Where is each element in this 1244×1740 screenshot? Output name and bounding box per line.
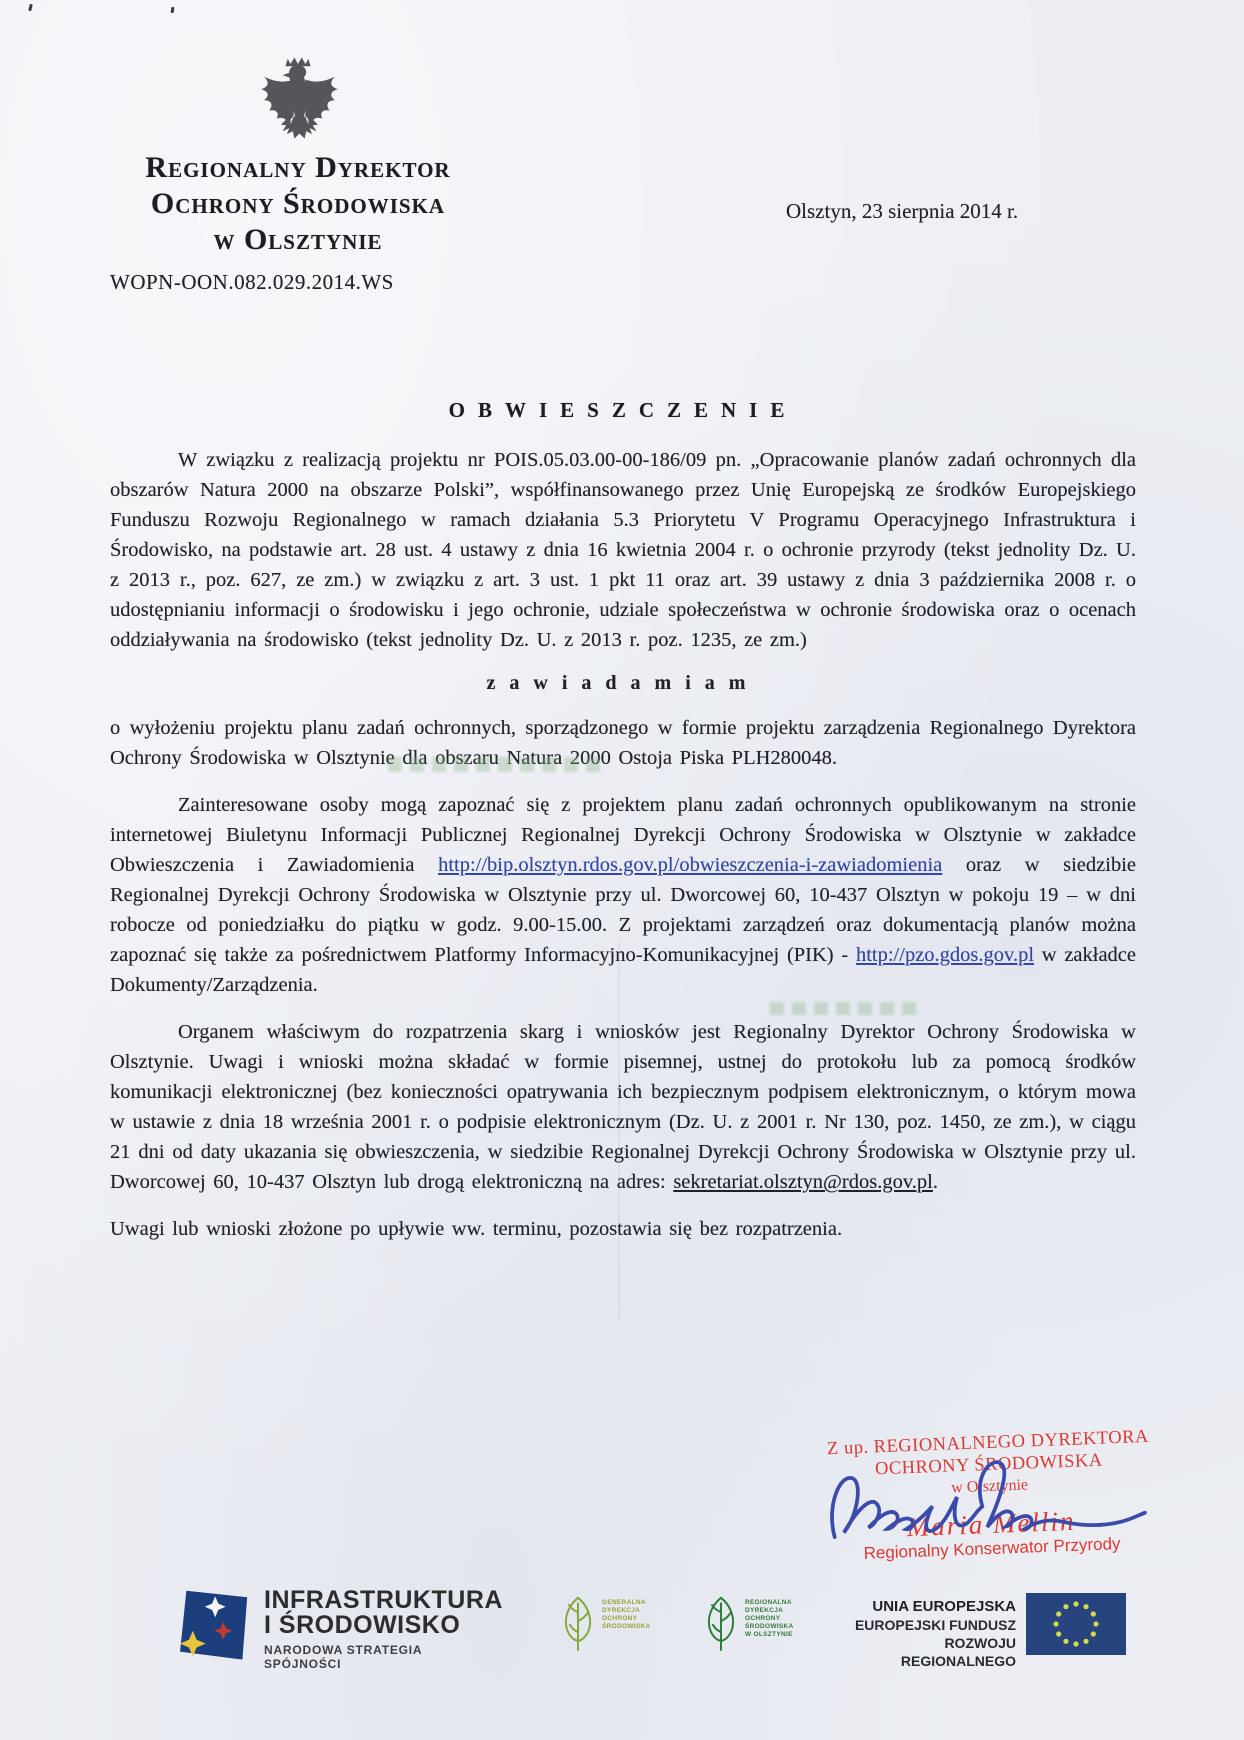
scan-speck — [171, 7, 175, 13]
paragraph-text: . — [932, 1171, 938, 1193]
eu-text-line: ROZWOJU REGIONALNEGO — [900, 1635, 1016, 1669]
email-link[interactable]: sekretariat.olsztyn@rdos.gov.pl — [673, 1171, 933, 1193]
rdos-text-line: ŚRODOWISKA — [745, 1623, 794, 1630]
hyperlink[interactable]: http://bip.olsztyn.rdos.gov.pl/obwieszczenia-i-zawiadomienia — [438, 854, 943, 876]
paragraph-where-to-view — [110, 790, 1136, 1000]
paragraph-notification — [110, 713, 1136, 773]
paragraph-text: Zainteresowane osoby mogą zapoznać się z projektem planu zadań ochronnych opublikowanym na stronie internetowej Biuletynu Informacji Publicznej Regionalnej Dyrekcji Ochrony Środowiska w Olsztynie w zakładce Obwieszczenia i Zawiadomienia — [110, 794, 1136, 876]
gdos-text-line: DYREKCJA — [602, 1607, 641, 1614]
paragraph-text: W związku z realizacją projektu nr POIS.05.03.00-00-186/09 pn. „Opracowanie planów zadań ochronnych dla obszarów Natura 2000 na obszarze Polski”, współfinansowanego przez Unię Europejską ze środków Europejskiego Funduszu Rozwoju Regionalnego w ramach działania 5.3 Priorytetu V Programu Operacyjnego Infrastruktura i Środowisko, na podstawie art. 28 ust. 4 ustawy z dnia 16 kwietnia 2004 r. o ochronie przyrody (tekst jednolity Dz. U. z 2013 r., poz. 627, ze zm.) w związku z art. 3 ust. 1 pkt 11 oraz art. 39 ustawy z dnia 3 października 2008 r. o udostępnianiu informacji o środowisku i jego ochronie, udziale społeczeństwa w ochronie środowiska oraz o ocenach oddziaływania na środowisko (tekst jednolity Dz. U. z 2013 r. poz. 1235, ze zm.) — [110, 449, 1136, 651]
rdos-text-line: DYREKCJA — [745, 1607, 784, 1614]
program-flag-icon — [172, 1578, 252, 1674]
paragraph-complaints — [110, 1017, 1136, 1197]
paragraph-text: o wyłożeniu projektu planu zadań ochronnych, sporządzonego w formie projektu zarządzenia Regionalnego Dyrektora Ochrony Środowiska w Olsztynie dla obszaru Natura 2000 Ostoja Piska PLH280048. — [110, 717, 1136, 769]
scan-speck — [28, 4, 33, 12]
hyperlink[interactable]: http://pzo.gdos.gov.pl — [855, 944, 1035, 966]
eu-text-line: EUROPEJSKI FUNDUSZ — [854, 1617, 1016, 1633]
org-line-3: w Olsztynie — [213, 223, 383, 256]
paragraph-text: Organem właściwym do rozpatrzenia skarg i wniosków jest Regionalny Dyrektor Ochrony Środowiska w Olsztynie. Uwagi i wnioski można składać w formie pisemnej, ustnej do protokołu lub za pomocą środków komunikacji elektronicznej (bez konieczności opatrywania ich bezpiecznym podpisem elektronicznym, o którym mowa w ustawie z dnia 18 września 2001 r. o podpisie elektronicznym (Dz. U. z 2001 r. Nr 130, poz. 1450, ze zm.), w ciągu 21 dni od daty ukazania się obwieszczenia, w siedzibie Regionalnej Dyrekcji Ochrony Środowiska w Olsztynie przy ul. Dworcowej 60, 10-437 Olsztyn lub drogą elektroniczną na adres: — [110, 1021, 1136, 1193]
paragraph-text: w zakładce Dokumenty/Zarządzenia. — [110, 944, 1137, 996]
gdos-text-line: OCHRONY — [602, 1615, 638, 1622]
org-line-2: Ochrony Środowiska — [150, 187, 446, 220]
gdos-logo-text — [602, 1599, 651, 1631]
gdos-text-line: ŚRODOWISKA — [602, 1623, 651, 1630]
rdos-text-line: OCHRONY — [745, 1615, 781, 1622]
signer-position: Regionalny Konserwator Przyrody — [863, 1534, 1121, 1563]
rdos-logo-text — [745, 1599, 794, 1639]
ink-bleed-through-artifact — [388, 757, 600, 772]
letterhead-organization — [112, 150, 484, 258]
leaf-icon — [560, 1591, 596, 1655]
subheading-zawiadamiam: zawiadamiam — [486, 672, 760, 694]
case-reference-number: WOPN-OON.082.029.2014.WS — [110, 270, 394, 294]
rdos-text-line: W OLSZTYNIE — [745, 1631, 793, 1638]
stamp-line-2: OCHRONY ŚRODOWISKA — [874, 1450, 1104, 1480]
signature-stamp-block — [798, 1425, 1183, 1566]
paper-crease — [618, 940, 620, 1320]
stamp-line-1: Z up. REGIONALNEGO DYREKTORA — [826, 1426, 1150, 1460]
document-body — [110, 398, 1136, 1261]
paragraph-text: Uwagi lub wnioski złożone po upływie ww. terminu, pozostawia się bez rozpatrzenia. — [110, 1218, 843, 1240]
program-title-line-1: INFRASTRUKTURA — [264, 1586, 503, 1614]
polish-eagle-emblem-icon — [252, 50, 344, 146]
program-subtitle: NARODOWA STRATEGIA SPÓJNOŚCI — [264, 1643, 422, 1671]
paragraph-text: oraz w siedzibie Regionalnej Dyrekcji Ochrony Środowiska w Olsztynie przy ul. Dworcowej 60, 10-437 Olsztyn w pokoju 19 – w dni robocze od poniedziałku do piątku w godz. 9.00-15.00. Z projektami zarządzeń oraz dokumentacją planów można zapoznać się także za pośrednictwem Platformy Informacyjno-Komunikacyjnej (PIK) - — [110, 854, 1136, 966]
eu-funding-text — [848, 1598, 1016, 1670]
paragraph-legal-basis — [110, 445, 1136, 655]
program-logo-text — [264, 1588, 503, 1671]
program-title-line-2: I ŚRODOWISKO — [264, 1611, 461, 1639]
ink-bleed-through-artifact — [770, 1002, 920, 1015]
eu-text-line: UNIA EUROPEJSKA — [872, 1598, 1016, 1615]
leaf-icon — [703, 1591, 739, 1655]
document-title: OBWIESZCZENIE — [448, 398, 798, 422]
paragraph-deadline — [110, 1214, 1136, 1244]
place-and-date: Olsztyn, 23 sierpnia 2014 r. — [786, 199, 1019, 223]
rdos-text-line: REGIONALNA — [745, 1599, 792, 1606]
stamp-line-3: w Olsztynie — [950, 1476, 1029, 1497]
signer-name: Maria Mellin — [906, 1505, 1076, 1543]
org-line-1: Regionalny Dyrektor — [145, 151, 451, 184]
eu-flag-icon — [1026, 1592, 1126, 1656]
infrastruktura-i-srodowisko-logo — [172, 1578, 502, 1674]
gdos-text-line: GENERALNA — [602, 1599, 646, 1606]
